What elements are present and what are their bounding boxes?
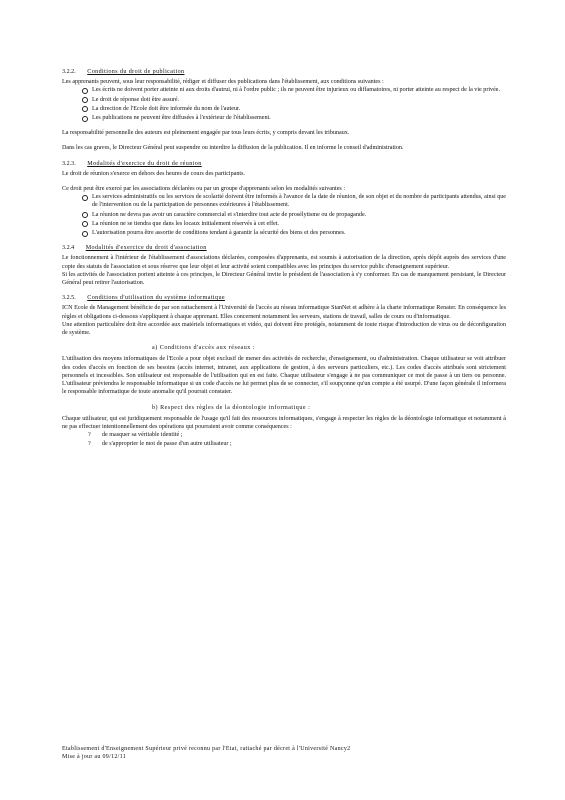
list-item [82,105,506,113]
paragraph: L'utilisation des moyens informatiques de l'Ecole a pour objet exclusif de mener des activités de recherche, d'enseignement, ou d'administration. Chaque utilisateur se voit attribuer des codes d'accès en fonction de ses besoins (accès internet, intranet, aux applications de gestion, à des serveurs particuliers, etc.). Les codes d'accès attribués sont strictement personnels et incessibles. Son utilisateur est responsable de l'utilisation qui en est faite. Chaque utilisateur s'engage à ne pas communiquer ce mot de passe à un tiers ou personne. L'utilisateur préviendra le responsable informatique si un code d'accès ne lui permet plus de se connecter, s'il soupçonne qu'un compte a été usurpé. D'une façon générale il informera le responsable informatique de toute anomalie qu'il pourrait constater. [62,356,506,396]
paragraph: Le droit de réunion s'exerce en dehors des heures de cours des participants. [62,170,245,177]
section-number: 3.2.2. [62,69,76,75]
list-item [82,86,506,94]
list-item-text: L'autorisation pourra être assortie de conditions tendant à garantir la sécurité des biens et des personnes. [92,230,346,237]
section-publication [62,68,506,153]
paragraph: Ce droit peut être exercé par les associations déclarées ou par un groupe d'apprenants selon les modalités suivantes : [62,186,346,193]
section-reunion [62,160,506,238]
document-page [62,68,506,768]
section-title: Modalités d'exercice du droit de réunion [87,160,202,167]
paragraph: Chaque utilisateur, qui est juridiquement responsable de l'usage qu'il fait des ressources informatiques, s'engage à respecter les règles de la déontologie informatique et notamment à ne pas effectuer intentionnellement des opérations qui pourraient avoir comme conséquences : [62,415,506,430]
section-number: 3.2.5. [62,295,76,302]
section-informatique [62,294,506,448]
list-item-text: La réunion ne devra pas avoir un caractère commercial et s'interdire tout acte de prosélytisme ou de propagande. [92,211,367,218]
bullet-icon [82,97,88,103]
list-item-text: La direction de l'Ecole doit être informée du nom de l'auteur. [92,105,241,112]
section-title: Conditions d'utilisation du système informatique [87,295,226,302]
list-item [82,220,506,228]
bullet-icon [82,106,88,112]
bullet-icon [82,212,88,218]
footer-institution: Etablissement d'Enseignement Supérieur privé reconnu par l'Etat, rattaché par décret à l'Université Nancy2 [62,746,351,752]
section-number: 3.2.3. [62,160,76,167]
list-item [82,229,506,237]
section-heading [62,160,506,168]
subsection-heading-a: a) Conditions d'accès aux réseaux : [152,345,256,352]
list-item [82,211,506,219]
paragraph: ICN Ecole de Management bénéficie de par son rattachement à l'Université de l'accès au réseau informatique StanNet et adhère à la charte informatique Renater. En conséquence les règles et obligations ci-dessous s'appliquent à chaque apprenant. Elles concernent notamment les serveurs, stations de travail, salles de cours ou d'informatique. [62,305,506,320]
paragraph: Dans les cas graves, le Directeur Général peut suspendre ou interdire la diffusion de la publication. Il en informe le conseil d'administration. [62,145,404,152]
list-item-text: Les écrits ne doivent porter atteinte ni aux droits d'autrui, ni à l'ordre public ; ils ne peuvent être injurieux ou diffamatoires, ni porter atteinte au respect de la vie privée. [92,87,501,94]
bullet-list [62,86,506,122]
question-mark-icon: ? [88,432,91,439]
paragraph: Une attention particulière doit être accordée aux matériels informatiques et vidéo, qui doivent être protégés, notamment de toute risque d'introduction de virus ou de déconfiguration de système. [62,321,506,337]
section-heading [62,68,506,76]
bullet-list [62,193,506,237]
question-mark-icon: ? [88,441,91,448]
page-footer [62,745,506,761]
list-item-text: de s'approprier le mot de passe d'un autre utilisateur ; [102,441,232,448]
section-title: Conditions du droit de publication [87,69,185,75]
bullet-icon [82,195,88,201]
bullet-icon [82,88,88,94]
list-item-text: Le droit de réponse doit être assuré. [92,96,180,103]
section-number: 3.2.4 [62,245,75,252]
paragraph: Si les activités de l'association portent atteinte à ces principes, le Directeur Général invite le président de l'association à s'y conformer. En cas de manquement persistant, le Directeur Général peut retirer l'autorisation. [62,271,506,287]
bullet-icon [82,221,88,227]
subsection-heading-b: b) Respect des règles de la déontologie informatique : [152,404,311,411]
footer-update-date: Mise à jour au 09/12/11 [62,754,127,760]
list-item-text: Les publications ne peuvent être diffusées à l'extérieur de l'établissement. [92,115,271,122]
section-association [62,244,506,287]
section-heading [62,244,506,252]
paragraph: Les apprenants peuvent, sous leur responsabilité, rédiger et diffuser des publications dans l'établissement, aux conditions suivantes : [62,79,384,86]
question-list [62,431,506,448]
paragraph: La responsabilité personnelle des auteurs est pleinement engagée par tous leurs écrits, y compris devant les tribunaux. [62,130,350,137]
list-item-text: La réunion ne se tiendra que dans les locaux initialement réservés à cet effet. [92,220,280,227]
list-item [88,431,506,439]
list-item [82,193,506,209]
paragraph: Le fonctionnement à l'intérieur de l'établissement d'associations déclarées, composées d'apprenants, est soumis à autorisation de la direction, après dépôt auprès des services d'une copie des statuts de l'association et sous réserve que leur objet et leur activité soient compatibles avec les principes du service public d'enseignement supérieur. [62,255,506,270]
bullet-icon [82,231,88,237]
list-item [88,440,506,448]
list-item-text: de masquer sa véritable identité ; [102,432,183,439]
section-title: Modalités d'exercice du droit d'association [85,245,207,252]
section-heading [62,294,506,302]
bullet-icon [82,116,88,122]
list-item-text: Les services administratifs ou les services de scolarité doivent être informés à l'avance de la date de réunion, de son objet et du nombre de participants attendus, ainsi que de l'intervention ou de la participation de personnes extérieures à l'établissement. [92,194,506,209]
list-item [82,96,506,104]
list-item [82,114,506,122]
